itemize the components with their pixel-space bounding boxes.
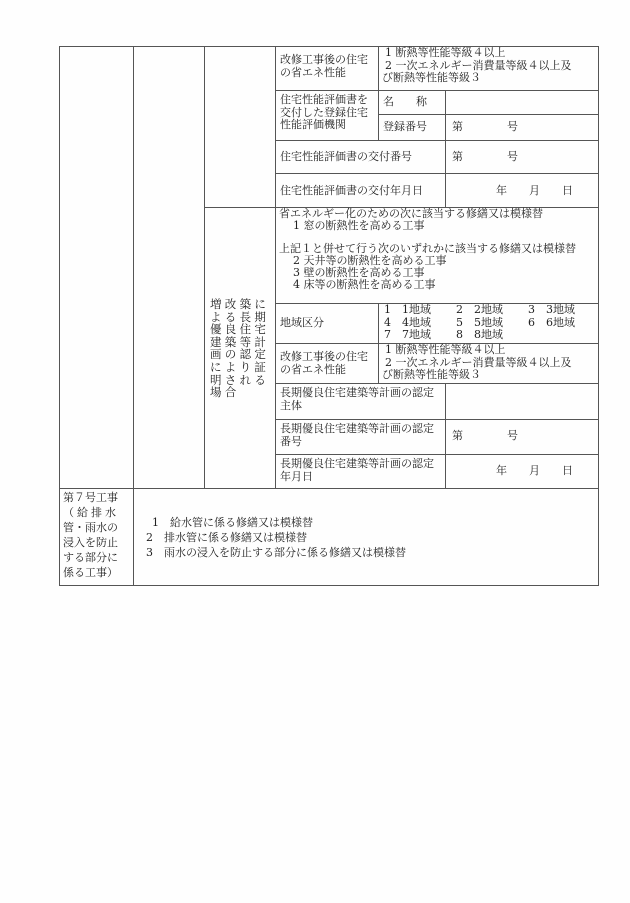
label-divider <box>378 46 379 140</box>
table-left-border <box>59 46 60 586</box>
row-divider <box>275 173 598 174</box>
row-divider <box>275 90 598 91</box>
table-right-border <box>598 46 599 586</box>
perf-label-b: 改修工事後の住宅 の省エネ性能 <box>280 350 368 376</box>
col-divider-2 <box>204 46 205 488</box>
row-divider <box>275 383 598 384</box>
col-divider-3 <box>275 46 276 488</box>
section7-items: 1 給水管に係る修繕又は模様替 2 排水管に係る修繕又は模様替 3 雨水の浸入を防止する部分に係る修繕又は模様替 <box>146 516 406 559</box>
number-value[interactable]: 第 号 <box>452 429 518 442</box>
region-options: 1 1地域 2 2地域 3 3地域 4 4地域 5 5地域 6 6地域 7 7地域 8 8地域 <box>384 303 575 341</box>
issue-no-label: 住宅性能評価書の交付番号 <box>280 150 412 163</box>
date-label: 長期優良住宅建築等計画の認定 年月日 <box>280 457 434 483</box>
case-label-long-term: 増改築に よる長期 優良住宅 建築等計 画の認定 により証 明される 場合 <box>210 297 270 400</box>
number-label: 長期優良住宅建築等計画の認定 番号 <box>280 422 434 448</box>
date-value[interactable]: 年 月 日 <box>496 464 573 477</box>
section7-label: 第７号工事 （給排水 管・雨水の 浸入を防止 する部分に 係る工事） <box>63 491 119 579</box>
perf-label-a: 改修工事後の住宅 の省エネ性能 <box>280 53 368 79</box>
section-divider <box>59 488 599 489</box>
perf-options-a: 1 断熱等性能等級４以上 2 一次エネルギー消費量等級４以上及 び断熱等性能等級３ <box>382 46 572 84</box>
value-divider <box>445 383 446 488</box>
table-bottom-border <box>59 585 599 586</box>
issue-date-label: 住宅性能評価書の交付年月日 <box>280 184 423 197</box>
col-divider-7 <box>133 488 134 586</box>
name-label: 名 称 <box>383 95 427 108</box>
reg-value[interactable]: 第 号 <box>452 120 518 133</box>
issue-no-value[interactable]: 第 号 <box>452 150 518 163</box>
repair-block: 省エネルギー化のための次に該当する修繕又は模様替 1 窓の断熱性を高める工事 上記１と併せて行う次のいずれかに該当する修繕又は模様替 2 天井等の断熱性を高める工事 3 壁の断熱性を高める工事 4 床等の断熱性を高める工事 <box>279 207 576 291</box>
perf-options-b: 1 断熱等性能等級４以上 2 一次エネルギー消費量等級４以上及 び断熱等性能等級３ <box>382 343 572 381</box>
row-divider <box>275 140 598 141</box>
value-divider <box>445 90 446 207</box>
issue-date-value[interactable]: 年 月 日 <box>496 184 573 197</box>
region-label: 地域区分 <box>280 316 324 329</box>
row-divider <box>275 454 598 455</box>
org-label: 住宅性能評価書を 交付した登録住宅 性能評価機関 <box>280 93 368 131</box>
col-divider-1 <box>133 46 134 488</box>
reg-label: 登録番号 <box>383 120 427 133</box>
entity-label: 長期優良住宅建築等計画の認定 主体 <box>280 386 434 412</box>
row-divider <box>275 419 598 420</box>
row-divider <box>378 114 598 115</box>
